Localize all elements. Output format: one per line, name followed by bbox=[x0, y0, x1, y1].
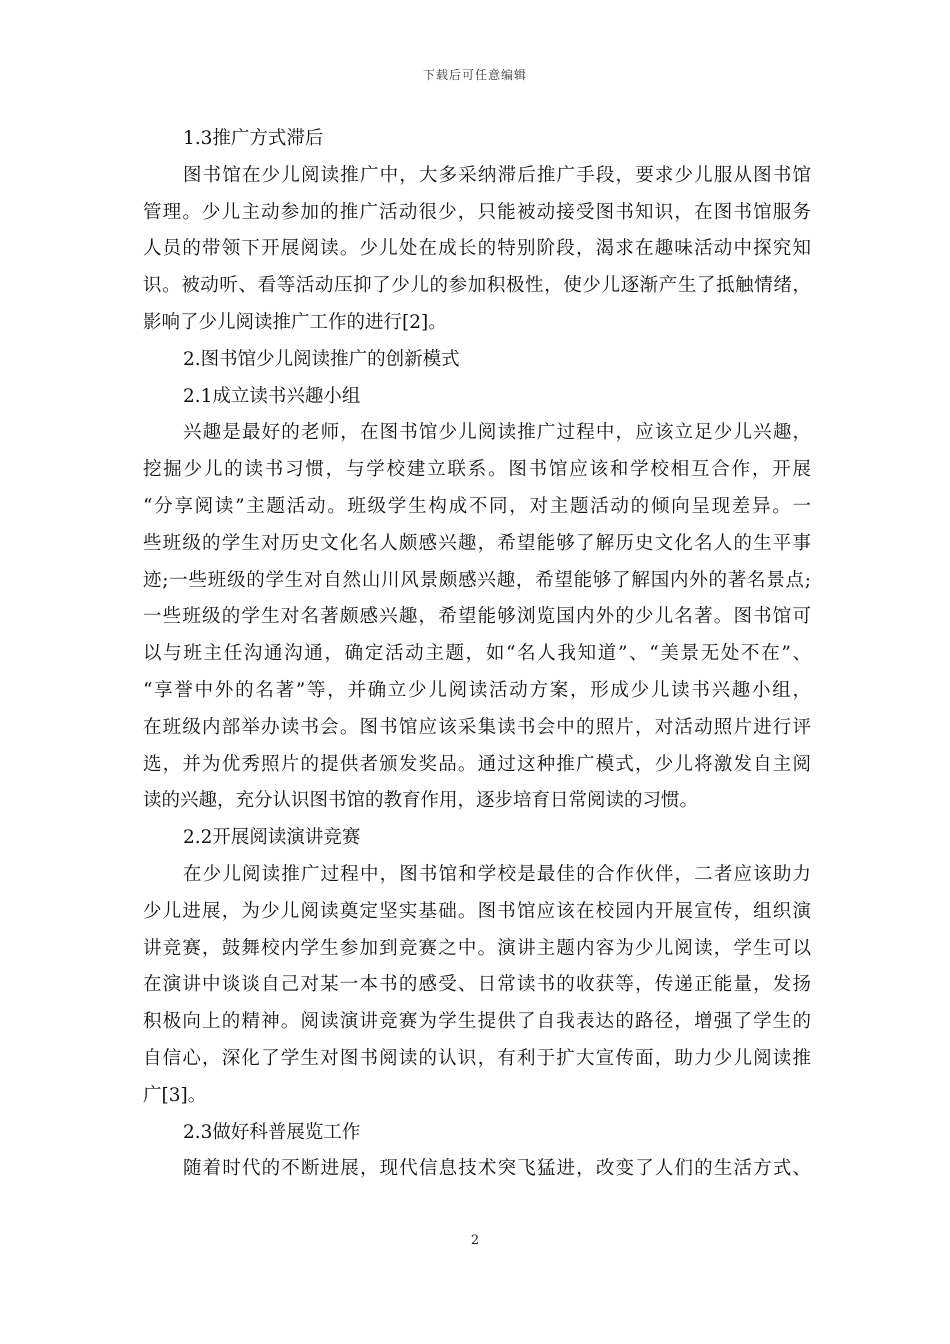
paragraph-line: 图书馆在少儿阅读推广中，大多采纳滞后推广手段，要求少儿服从图书馆 bbox=[183, 164, 811, 186]
section-heading: 1.3推广方式滞后 bbox=[183, 128, 324, 149]
paragraph-line: 人员的带领下开展阅读。少儿处在成长的特别阶段，渴求在趣味活动中探究知 bbox=[143, 238, 811, 260]
paragraph-line: 兴趣是最好的老师，在图书馆少儿阅读推广过程中，应该立足少儿兴趣， bbox=[183, 422, 811, 444]
paragraph-line: “分享阅读”主题活动。班级学生构成不同，对主题活动的倾向呈现差异。一 bbox=[143, 495, 811, 517]
paragraph-line: 管理。少儿主动参加的推广活动很少，只能被动接受图书知识，在图书馆服务 bbox=[143, 201, 811, 223]
paragraph-line: 一些班级的学生对名著颇感兴趣，希望能够浏览国内外的少儿名著。图书馆可 bbox=[143, 606, 811, 628]
paragraph-line: 积极向上的精神。阅读演讲竞赛为学生提供了自我表达的路径，增强了学生的 bbox=[143, 1011, 811, 1033]
section-heading: 2.1成立读书兴趣小组 bbox=[183, 385, 361, 407]
paragraph-line: 讲竞赛，鼓舞校内学生参加到竞赛之中。演讲主题内容为少儿阅读，学生可以 bbox=[143, 937, 811, 959]
paragraph-line: 选，并为优秀照片的提供者颁发奖品。通过这种推广模式，少儿将激发自主阅 bbox=[143, 753, 811, 775]
section-heading: 2.3做好科普展览工作 bbox=[183, 1121, 361, 1143]
paragraph-line: 在少儿阅读推广过程中，图书馆和学校是最佳的合作伙伴，二者应该助力 bbox=[183, 863, 811, 885]
paragraph-line: 些班级的学生对历史文化名人颇感兴趣，希望能够了解历史文化名人的生平事 bbox=[143, 532, 811, 554]
paragraph-line: 以与班主任沟通沟通，确定活动主题，如“名人我知道”、“美景无处不在”、 bbox=[143, 643, 811, 665]
page-number: 2 bbox=[470, 1233, 480, 1248]
paragraph-line: 自信心，深化了学生对图书阅读的认识，有利于扩大宣传面，助力少儿阅读推 bbox=[143, 1047, 811, 1069]
header-note: 下载后可任意编辑 bbox=[422, 68, 527, 82]
paragraph-line: 在演讲中谈谈自己对某一本书的感受、日常读书的收获等，传递正能量，发扬 bbox=[143, 974, 811, 996]
paragraph-line: 挖掘少儿的读书习惯，与学校建立联系。图书馆应该和学校相互合作，开展 bbox=[143, 459, 811, 481]
paragraph-line: 读的兴趣，充分认识图书馆的教育作用，逐步培育日常阅读的习惯。 bbox=[143, 790, 699, 812]
paragraph-line: 随着时代的不断进展，现代信息技术突飞猛进，改变了人们的生活方式、 bbox=[183, 1158, 811, 1180]
paragraph-line: 识。被动听、看等活动压抑了少儿的参加积极性，使少儿逐渐产生了抵触情绪， bbox=[143, 275, 811, 297]
section-heading: 2.图书馆少儿阅读推广的创新模式 bbox=[183, 348, 460, 370]
section-heading: 2.2开展阅读演讲竞赛 bbox=[183, 827, 361, 849]
paragraph-line: 迹;一些班级的学生对自然山川风景颇感兴趣，希望能够了解国内外的著名景点; bbox=[143, 569, 811, 591]
paragraph-line: 影响了少儿阅读推广工作的进行[2]。 bbox=[143, 311, 447, 333]
paragraph-line: 在班级内部举办读书会。图书馆应该采集读书会中的照片，对活动照片进行评 bbox=[143, 716, 811, 738]
document-body bbox=[143, 121, 811, 1188]
paragraph-line: “享誉中外的名著”等，并确立少儿阅读活动方案，形成少儿读书兴趣小组， bbox=[143, 679, 811, 701]
paragraph-line: 广[3]。 bbox=[143, 1084, 207, 1106]
paragraph-line: 少儿进展，为少儿阅读奠定坚实基础。图书馆应该在校园内开展宣传，组织演 bbox=[143, 900, 811, 922]
